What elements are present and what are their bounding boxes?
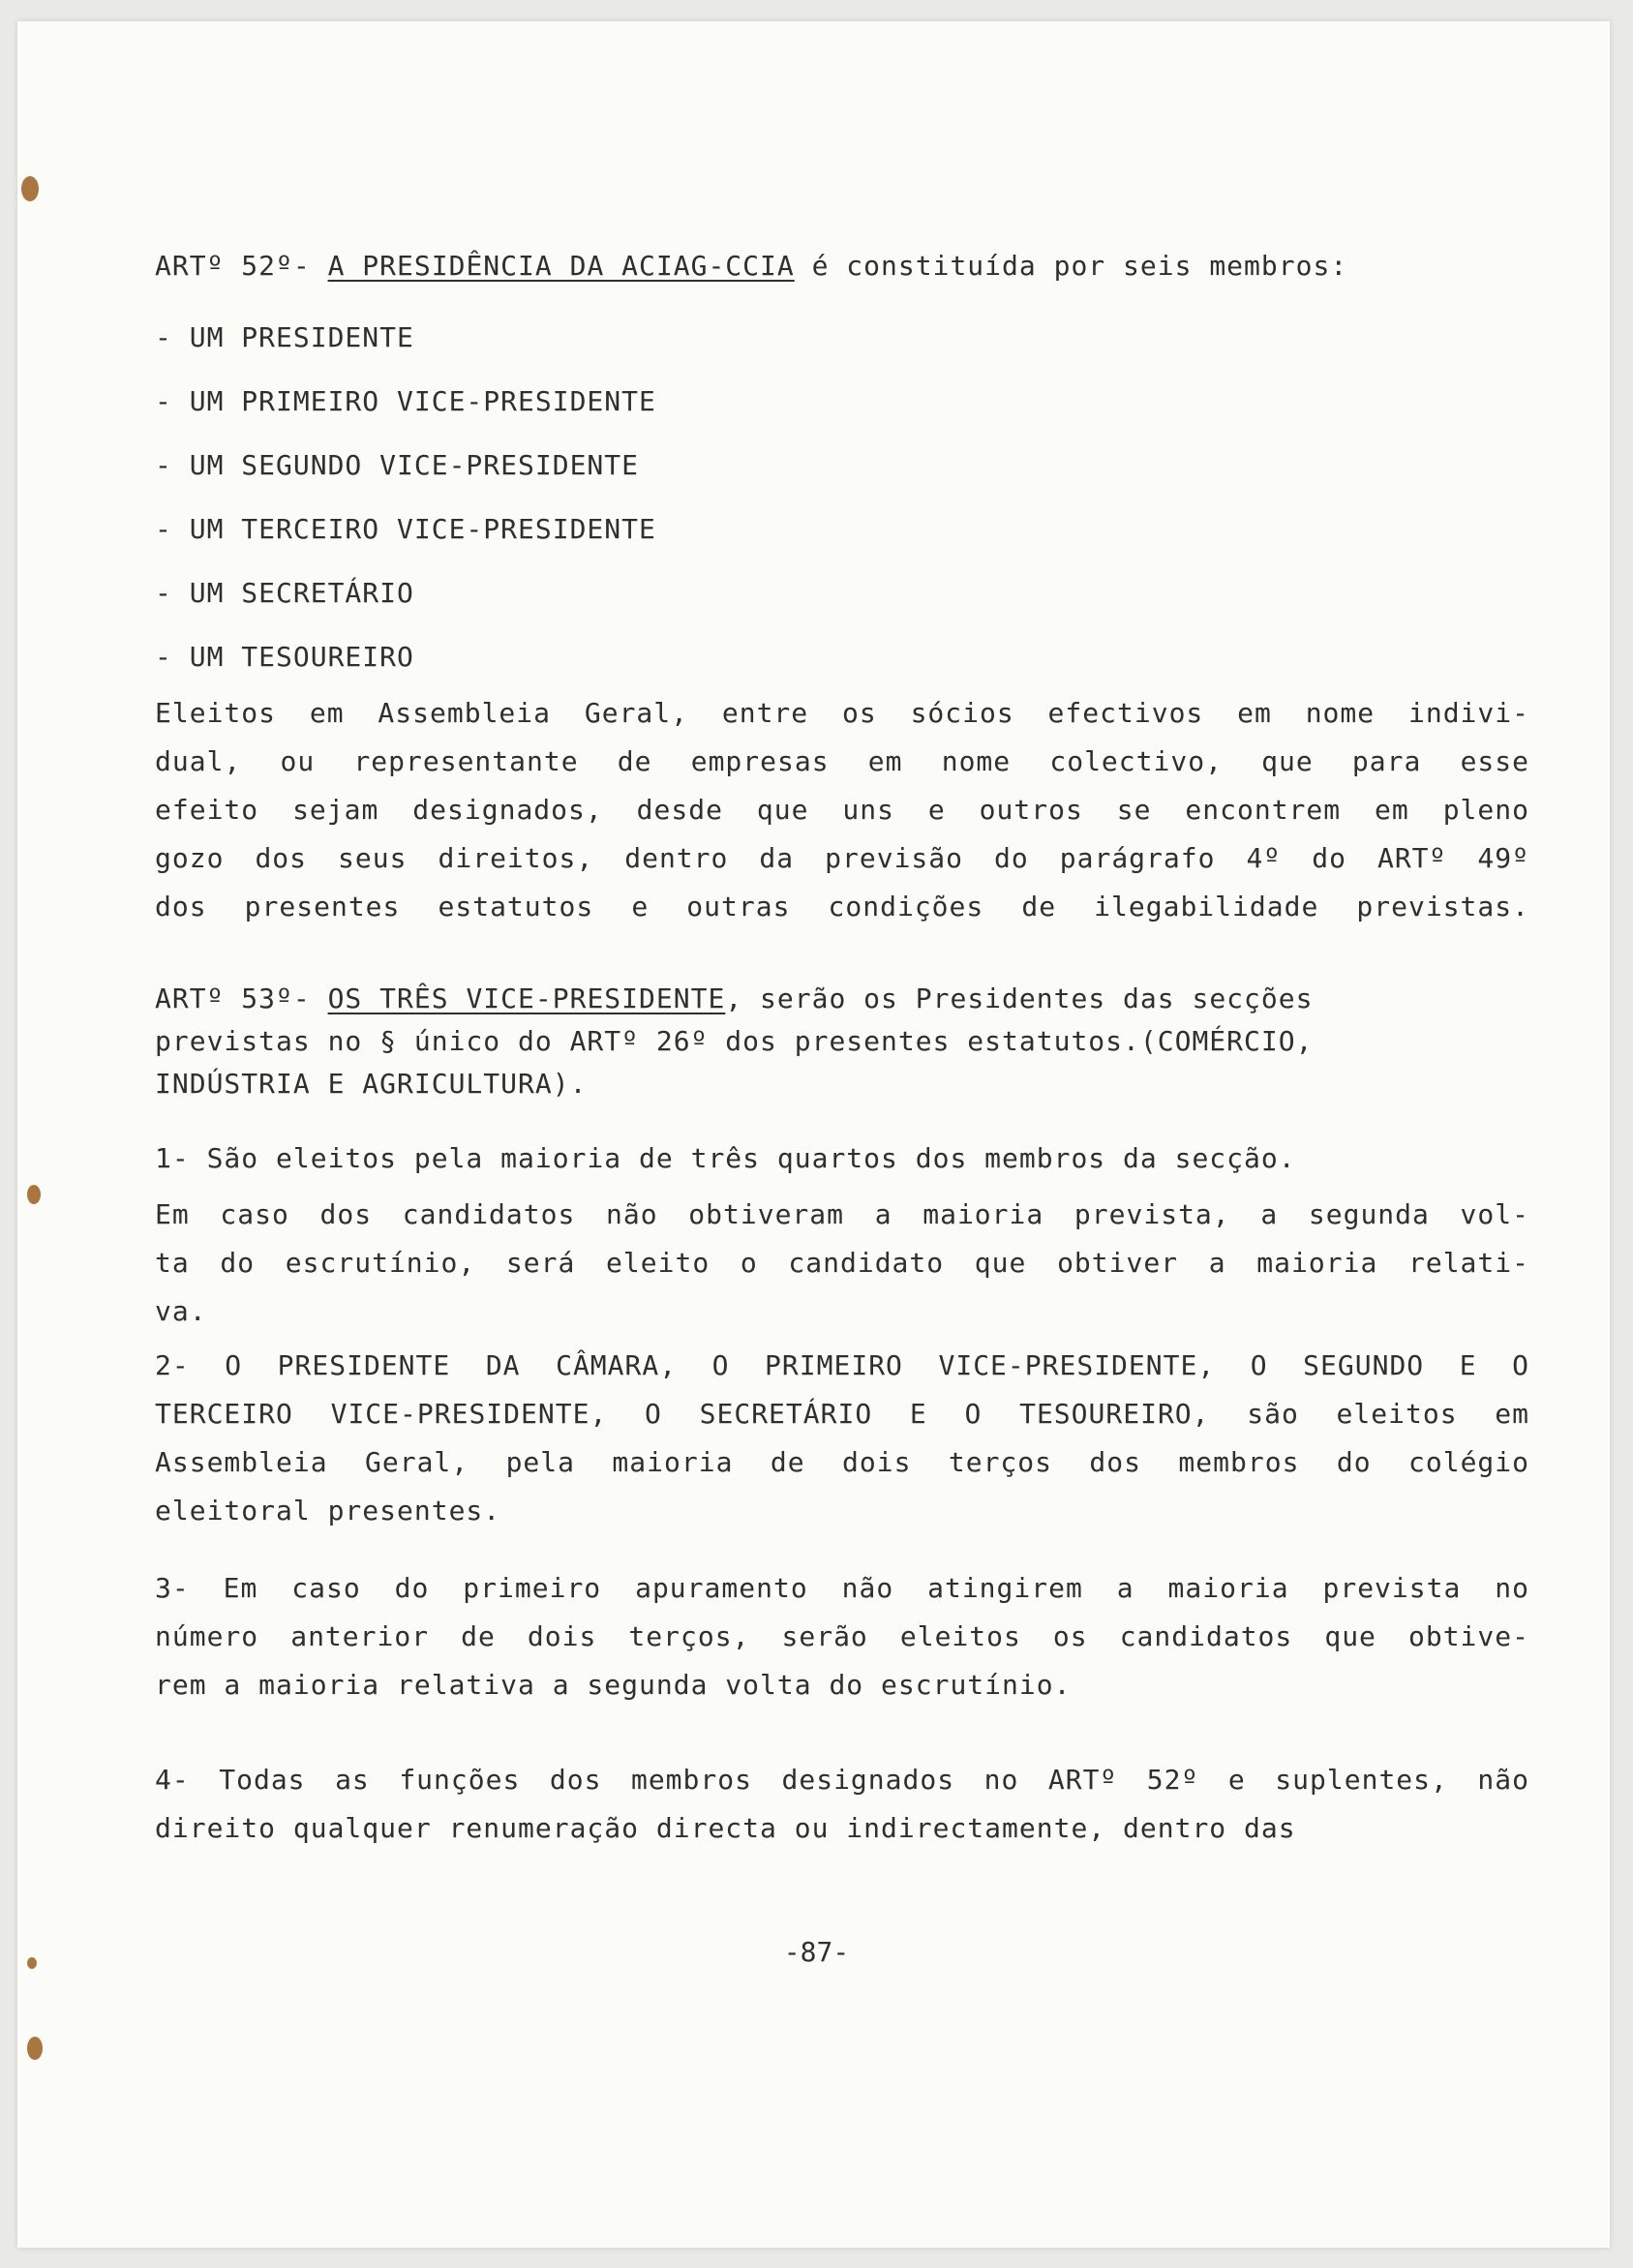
article-52-title: A PRESIDÊNCIA DA ACIAG-CCIA: [327, 250, 795, 282]
page-number: -87-: [783, 1936, 850, 1968]
article-52-paragraph-line: dual, ou representante de empresas em nome colectivo, que para esse: [155, 745, 1529, 777]
item-1-line: ta do escrutínio, será eleito o candidato que obtiver a maioria relati-: [155, 1247, 1529, 1279]
member-item: - UM TERCEIRO VICE-PRESIDENTE: [155, 513, 656, 545]
item-2-line: Assembleia Geral, pela maioria de dois terços dos membros do colégio: [155, 1446, 1529, 1478]
article-52-heading: [155, 242, 1529, 290]
article-53-heading-rest: , serão os Presidentes das secções: [725, 983, 1314, 1014]
article-53-title: OS TRÊS VICE-PRESIDENTE: [327, 983, 726, 1014]
item-3-line: número anterior de dois terços, serão eleitos os candidatos que obtive-: [155, 1620, 1529, 1652]
item-3-line: rem a maioria relativa a segunda volta do escrutínio.: [155, 1669, 1072, 1701]
binding-hole-middle: [27, 1185, 41, 1204]
item-2-line: eleitoral presentes.: [155, 1495, 501, 1527]
item-1-line: Em caso dos candidatos não obtiveram a maioria prevista, a segunda vol-: [155, 1198, 1529, 1230]
item-1-line: va.: [155, 1295, 207, 1327]
item-1-lead: 1- São eleitos pela maioria de três quartos dos membros da secção.: [155, 1142, 1296, 1174]
item-4-line: 4- Todas as funções dos membros designados no ARTº 52º e suplentes, não: [155, 1764, 1529, 1796]
article-52-paragraph-line: Eleitos em Assembleia Geral, entre os sócios efectivos em nome indivi-: [155, 697, 1529, 729]
item-3-line: 3- Em caso do primeiro apuramento não atingirem a maioria prevista no: [155, 1572, 1529, 1604]
member-item: - UM PRIMEIRO VICE-PRESIDENTE: [155, 385, 656, 417]
member-item: - UM SEGUNDO VICE-PRESIDENTE: [155, 449, 640, 481]
article-53-heading: [155, 978, 1529, 1020]
article-52-number: ARTº 52º-: [155, 250, 328, 282]
article-52-paragraph-line: gozo dos seus direitos, dentro da previsão do parágrafo 4º do ARTº 49º: [155, 842, 1529, 874]
member-item: - UM SECRETÁRIO: [155, 577, 414, 609]
member-item: - UM PRESIDENTE: [155, 321, 414, 353]
binding-hole-top: [21, 176, 39, 201]
article-53-line: previstas no § único do ARTº 26º dos presentes estatutos.(COMÉRCIO,: [155, 1025, 1314, 1057]
item-4-line: direito qualquer renumeração directa ou indirectamente, dentro das: [155, 1812, 1296, 1844]
item-2-line: TERCEIRO VICE-PRESIDENTE, O SECRETÁRIO E O TESOUREIRO, são eleitos em: [155, 1398, 1529, 1430]
member-item: - UM TESOUREIRO: [155, 641, 414, 673]
article-53-line: INDÚSTRIA E AGRICULTURA).: [155, 1068, 588, 1100]
article-52-heading-rest: é constituída por seis membros:: [794, 250, 1348, 282]
article-52-paragraph-line: efeito sejam designados, desde que uns e outros se encontrem em pleno: [155, 794, 1529, 826]
article-53-number: ARTº 53º-: [155, 983, 328, 1014]
article-52-paragraph-line: dos presentes estatutos e outras condições de ilegabilidade previstas.: [155, 891, 1529, 922]
document-body: [155, 242, 1529, 1853]
binding-hole-bottom: [27, 2037, 43, 2060]
item-2-line: 2- O PRESIDENTE DA CÂMARA, O PRIMEIRO VICE-PRESIDENTE, O SEGUNDO E O: [155, 1349, 1529, 1381]
